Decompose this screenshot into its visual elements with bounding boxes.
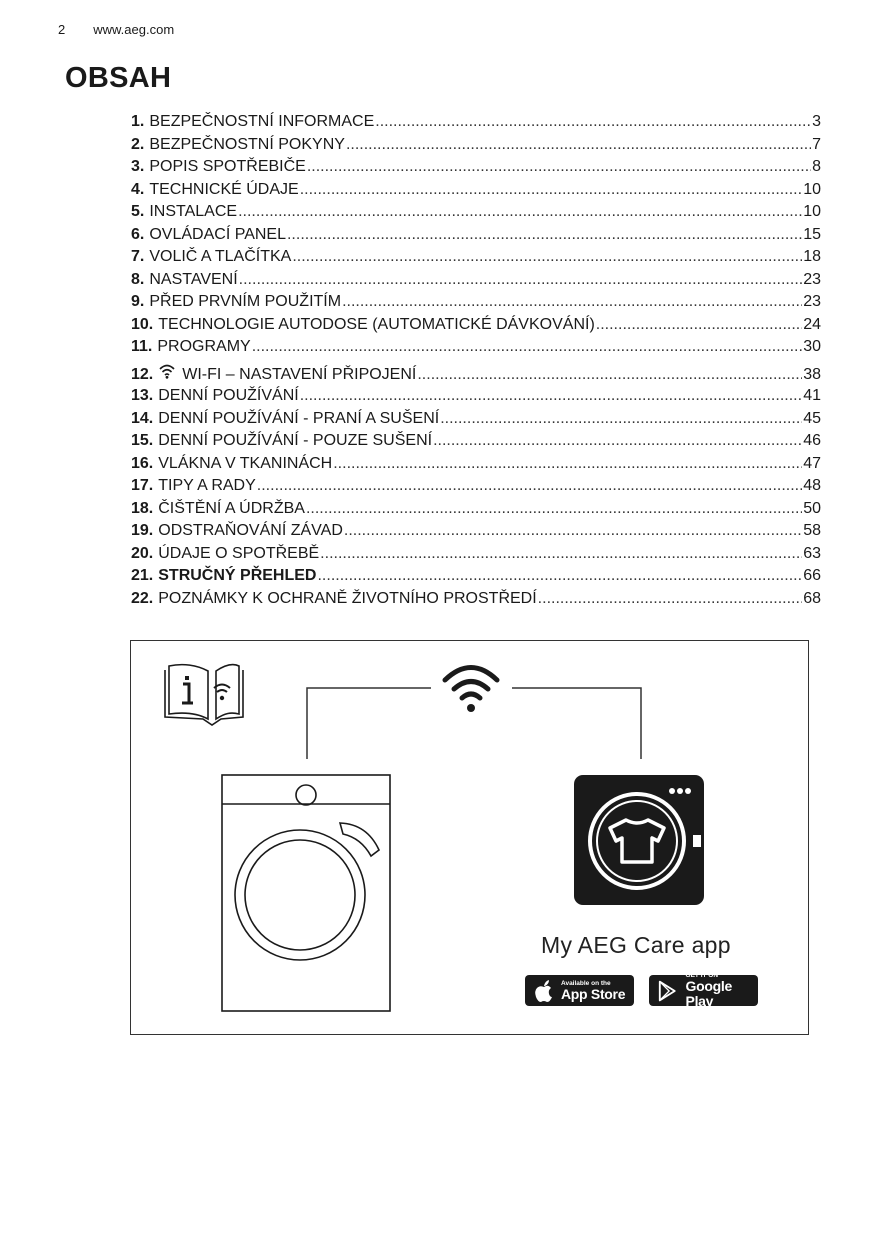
app-store-big-text: App Store xyxy=(561,985,626,1002)
toc-entry-number: 11. xyxy=(131,338,153,355)
toc-leader-dots xyxy=(375,111,811,134)
page-number: 2 xyxy=(58,22,66,37)
toc-entry-label: ÚDAJE O SPOTŘEBĚ xyxy=(158,544,320,562)
toc-leader-dots xyxy=(346,134,811,157)
toc-entry-page: 15 xyxy=(803,225,821,243)
toc-entry-page: 41 xyxy=(803,387,821,404)
toc-entry-label: STRUČNÝ PŘEHLED xyxy=(158,567,317,584)
toc-entry-label: TECHNOLOGIE AUTODOSE (AUTOMATICKÉ DÁVKOVÁNÍ) xyxy=(158,315,595,333)
toc-entry-page: 10 xyxy=(803,203,821,220)
toc-entry[interactable] xyxy=(131,134,821,157)
toc-entry-number: 14. xyxy=(131,409,154,427)
toc-entry-label: DENNÍ POUŽÍVÁNÍ xyxy=(158,387,299,404)
toc-entry[interactable] xyxy=(131,565,821,588)
toc-entry-number: 12. xyxy=(131,365,154,383)
toc-leader-dots xyxy=(333,453,802,476)
app-store-small-text: Available on the xyxy=(561,979,611,987)
toc-entry-number: 6. xyxy=(131,225,145,243)
toc-entry-label: ČIŠTĚNÍ A ÚDRŽBA xyxy=(158,499,305,517)
toc-entry[interactable] xyxy=(131,111,821,134)
toc-leader-dots xyxy=(307,156,811,179)
toc-leader-dots xyxy=(239,269,803,292)
toc-entry-label: PROGRAMY xyxy=(157,338,251,355)
toc-leader-dots xyxy=(238,201,802,224)
toc-entry-number: 3. xyxy=(131,158,145,175)
toc-entry-number: 22. xyxy=(131,589,154,607)
toc-entry-page: 63 xyxy=(803,544,821,562)
toc-entry-number: 16. xyxy=(131,454,154,472)
manual-info-wifi-icon xyxy=(165,665,243,725)
toc-entry-page: 50 xyxy=(803,499,821,517)
connectivity-illustration xyxy=(130,640,809,1035)
toc-entry[interactable] xyxy=(131,588,821,611)
toc-entry-number: 4. xyxy=(131,180,145,198)
toc-entry-number: 19. xyxy=(131,522,154,539)
toc-entry-page: 45 xyxy=(803,409,821,427)
toc-entry-label: POZNÁMKY K OCHRANĚ ŽIVOTNÍHO PROSTŘEDÍ xyxy=(158,589,537,607)
toc-entry-label: PŘED PRVNÍM POUŽITÍM xyxy=(149,293,342,310)
toc-entry[interactable] xyxy=(131,336,821,359)
toc-entry[interactable] xyxy=(131,385,821,408)
toc-entry-number: 17. xyxy=(131,477,154,494)
toc-entry-page: 46 xyxy=(803,432,821,449)
toc-entry-label: BEZPEČNOSTNÍ INFORMACE xyxy=(149,113,375,130)
play-icon xyxy=(657,979,678,1003)
toc-leader-dots xyxy=(292,246,802,269)
toc-entry-page: 23 xyxy=(803,293,821,310)
toc-entry[interactable] xyxy=(131,543,821,566)
page-title: OBSAH xyxy=(65,62,172,94)
page-header xyxy=(58,22,174,37)
toc-entry[interactable] xyxy=(131,179,821,202)
toc-entry-label: BEZPEČNOSTNÍ POKYNY xyxy=(149,135,345,153)
apple-icon xyxy=(533,979,555,1003)
website-link[interactable]: www.aeg.com xyxy=(93,22,175,37)
toc-entry-label: INSTALACE xyxy=(149,203,238,220)
toc-entry-page: 68 xyxy=(803,589,821,607)
toc-entry-page: 48 xyxy=(803,477,821,494)
toc-entry-page: 58 xyxy=(803,522,821,539)
toc-leader-dots xyxy=(440,408,802,431)
toc-entry-number: 15. xyxy=(131,432,154,449)
toc-entry-page: 47 xyxy=(803,454,821,472)
toc-entry-number: 9. xyxy=(131,293,145,310)
toc-entry-label: ODSTRAŇOVÁNÍ ZÁVAD xyxy=(158,522,343,539)
toc-entry-page: 66 xyxy=(803,567,821,584)
toc-entry[interactable] xyxy=(131,224,821,247)
toc-entry[interactable] xyxy=(131,408,821,431)
toc-leader-dots xyxy=(287,224,802,247)
toc-entry-page: 23 xyxy=(803,270,821,288)
toc-entry-page: 8 xyxy=(812,158,821,175)
toc-entry[interactable] xyxy=(131,246,821,269)
toc-entry-number: 21. xyxy=(131,567,154,584)
toc-entry[interactable] xyxy=(131,475,821,498)
toc-entry-page: 30 xyxy=(803,338,821,355)
toc-entry[interactable] xyxy=(131,520,821,543)
toc-entry[interactable] xyxy=(131,363,821,386)
toc-leader-dots xyxy=(306,498,802,521)
toc-entry-number: 18. xyxy=(131,499,154,517)
toc-entry-label: POPIS SPOTŘEBIČE xyxy=(149,158,306,175)
toc-entry-label: TIPY A RADY xyxy=(158,477,256,494)
washing-machine-icon xyxy=(222,775,390,1011)
app-tshirt-icon xyxy=(574,775,704,905)
toc-entry-page: 38 xyxy=(803,365,821,383)
toc-leader-dots xyxy=(252,336,803,359)
toc-leader-dots xyxy=(417,364,802,387)
app-name: My AEG Care app xyxy=(541,932,731,958)
google-play-badge[interactable] xyxy=(649,972,758,1009)
toc-entry-label: OVLÁDACÍ PANEL xyxy=(149,225,286,243)
toc-entry[interactable] xyxy=(131,430,821,453)
toc-entry-label: WI-FI – NASTAVENÍ PŘIPOJENÍ xyxy=(182,365,417,383)
toc-leader-dots xyxy=(320,543,802,566)
toc-entry-number: 2. xyxy=(131,135,145,153)
wifi-icon xyxy=(158,363,176,379)
toc-entry[interactable] xyxy=(131,269,821,292)
google-play-small-text: GET IT ON xyxy=(685,972,719,979)
toc-leader-dots xyxy=(257,475,802,498)
toc-entry[interactable] xyxy=(131,314,821,337)
toc-entry[interactable] xyxy=(131,498,821,521)
toc-entry-number: 7. xyxy=(131,248,145,265)
toc-entry-page: 7 xyxy=(812,135,821,153)
app-store-badge[interactable] xyxy=(525,975,634,1006)
toc-entry[interactable] xyxy=(131,201,821,224)
toc-entry-number: 13. xyxy=(131,387,154,404)
toc-entry-number: 20. xyxy=(131,544,154,562)
toc-entry-label: DENNÍ POUŽÍVÁNÍ - POUZE SUŠENÍ xyxy=(158,432,433,449)
toc-entry-label: NASTAVENÍ xyxy=(149,270,238,288)
toc-entry-label: TECHNICKÉ ÚDAJE xyxy=(149,180,299,198)
google-play-big-text: Google Play xyxy=(685,978,732,1009)
toc-entry-number: 8. xyxy=(131,270,145,288)
toc-leader-dots xyxy=(538,588,803,611)
toc-leader-dots xyxy=(433,430,802,453)
toc-entry-number: 1. xyxy=(131,113,145,130)
toc-leader-dots xyxy=(596,314,802,337)
toc-entry-label: VOLIČ A TLAČÍTKA xyxy=(149,248,292,265)
toc-entry-label: VLÁKNA V TKANINÁCH xyxy=(158,454,333,472)
toc-leader-dots xyxy=(300,385,802,408)
wifi-icon xyxy=(445,668,497,713)
toc-entry-label: DENNÍ POUŽÍVÁNÍ - PRANÍ A SUŠENÍ xyxy=(158,409,440,427)
toc-entry-page: 18 xyxy=(803,248,821,265)
table-of-contents xyxy=(131,111,821,610)
toc-entry-number: 5. xyxy=(131,203,145,220)
toc-entry-page: 3 xyxy=(812,113,821,130)
toc-leader-dots xyxy=(317,565,802,588)
toc-leader-dots xyxy=(342,291,802,314)
toc-entry-page: 10 xyxy=(803,180,821,198)
toc-entry[interactable] xyxy=(131,291,821,314)
toc-entry[interactable] xyxy=(131,453,821,476)
toc-entry[interactable] xyxy=(131,156,821,179)
toc-entry-number: 10. xyxy=(131,315,154,333)
toc-leader-dots xyxy=(300,179,803,202)
toc-entry-page: 24 xyxy=(803,315,821,333)
toc-leader-dots xyxy=(344,520,802,543)
